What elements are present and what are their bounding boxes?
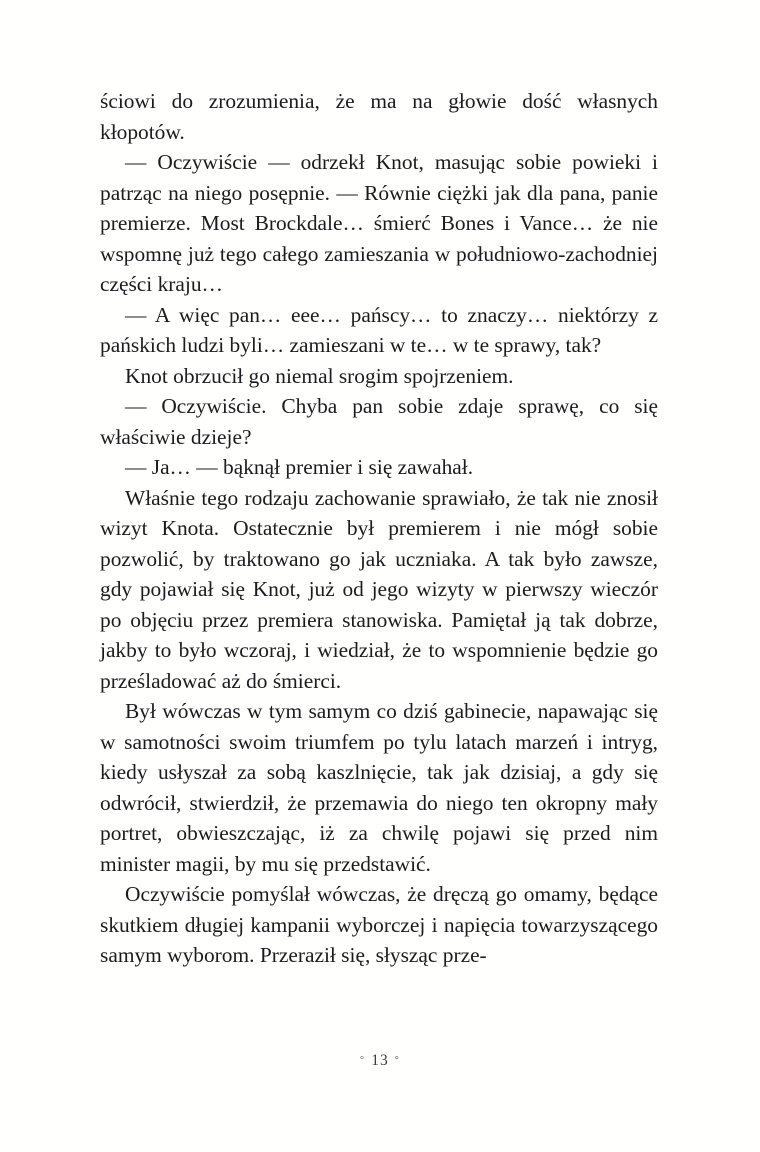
paragraph: Oczywiście pomyślał wówczas, że dręczą go omamy, będące skutkiem długiej kampanii wyborczej i napięcia towarzyszącego samym wyborom. Przeraził się, słysząc prze- (100, 882, 658, 967)
paragraph: — Oczywiście. Chyba pan sobie zdaje sprawę, co się właściwie dzieje? (100, 394, 658, 449)
paragraph: Był wówczas w tym samym co dziś gabinecie, napawając się w samotności swoim triumfem po tylu latach marzeń i intryg, kiedy usłyszał za sobą kaszlnięcie, tak jak dzisiaj, a gdy się odwrócił, stwierdził, że przemawia do niego ten okropny mały portret, obwieszczając, iż za chwilę pojawi się przed nim minister magii, by mu się przedstawić. (100, 699, 658, 876)
page-folio (0, 1052, 760, 1070)
paragraph: — Ja… — bąknął premier i się zawahał. (125, 455, 474, 479)
folio-ornament-left-icon: ° (360, 1055, 366, 1066)
paragraph: — Oczywiście — odrzekł Knot, masując sobie powieki i patrząc na niego posępnie. — Równie ciężki jak dla pana, panie premierze. Most Brockdale… śmierć Bones i Vance… że nie wspomnę już tego całego zamieszania w południowo-zachodniej części kraju… (100, 150, 658, 296)
folio-ornament-right-icon: ° (394, 1055, 400, 1066)
paragraph: — A więc pan… eee… pańscy… to znaczy… niektórzy z pańskich ludzi byli… zamieszani w te… w te sprawy, tak? (100, 302, 658, 357)
paragraph: Właśnie tego rodzaju zachowanie sprawiało, że tak nie znosił wizyt Knota. Ostatecznie był premierem i nie mógł sobie pozwolić, by traktowano go jak uczniaka. A tak było zawsze, gdy pojawiał się Knot, już od jego wizyty w pierwszy wieczór po objęciu przez premiera stanowiska. Pamiętał ją tak dobrze, jakby to było wczoraj, i wiedział, że to wspomnienie będzie go prześladować aż do śmierci. (100, 485, 658, 693)
paragraph: ściowi do zrozumienia, że ma na głowie dość własnych kłopotów. (100, 89, 658, 144)
page-number: 13 (371, 1052, 389, 1069)
body-text-column (100, 86, 658, 971)
paragraph: Knot obrzucił go niemal srogim spojrzeniem. (125, 363, 514, 388)
